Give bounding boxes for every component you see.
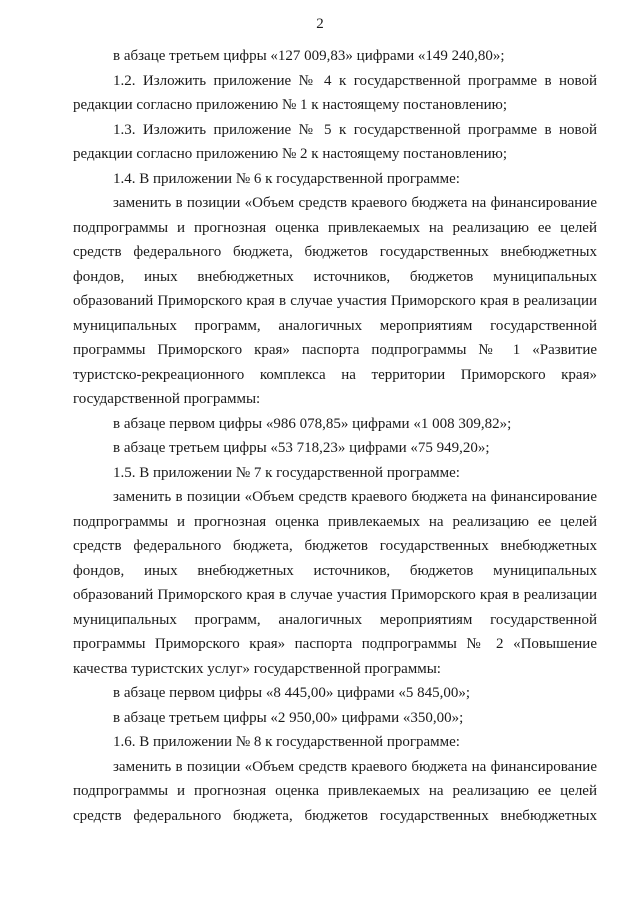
text-line: 1.4. В приложении № 6 к государственной программе: (113, 170, 460, 187)
text-line: подпрограммы и прогнозная оценка привлекаемых на реализацию ее целей (73, 513, 597, 530)
text-line: 1.6. В приложении № 8 к государственной программе: (113, 734, 460, 750)
text-line: в абзаце первом цифры «986 078,85» цифрами «1 008 309,82»; (113, 415, 512, 432)
text-line: программы Приморского края» паспорта подпрограммы № 2 «Повышение (73, 636, 597, 652)
text-line: 1.3. Изложить приложение № 5 к государственной программе в новой (113, 121, 597, 138)
text-line: подпрограммы и прогнозная оценка привлекаемых на реализацию ее целей (73, 783, 597, 799)
text-line: образований Приморского края в случае участия Приморского края в реализации (73, 587, 597, 603)
text-line: заменить в позиции «Объем средств краевого бюджета на финансирование (113, 758, 597, 775)
text-line: 1.5. В приложении № 7 к государственной программе: (113, 464, 460, 481)
text-line: программы Приморского края» паспорта подпрограммы № 1 «Развитие (73, 342, 597, 358)
text-line: редакции согласно приложению № 2 к настоящему постановлению; (73, 146, 508, 162)
text-line: в абзаце первом цифры «8 445,00» цифрами «5 845,00»; (113, 685, 470, 701)
text-line: муниципальных программ, аналогичных мероприятиям государственной (73, 317, 597, 334)
text-line: средств федерального бюджета, бюджетов государственных внебюджетных (73, 538, 597, 554)
text-line: редакции согласно приложению № 1 к настоящему постановлению; (73, 97, 508, 113)
text-line: заменить в позиции «Объем средств краевого бюджета на финансирование (113, 489, 597, 505)
text-line: образований Приморского края в случае участия Приморского края в реализации (73, 293, 597, 309)
text-line: подпрограммы и прогнозная оценка привлекаемых на реализацию ее целей (73, 219, 597, 236)
text-line: туристско-рекреационного комплекса на территории Приморского края» (73, 366, 597, 383)
text-line: в абзаце третьем цифры «2 950,00» цифрами «350,00»; (113, 709, 464, 726)
page-number: 2 (316, 16, 324, 32)
document-body (73, 44, 597, 828)
text-line: фондов, иных внебюджетных источников, бюджетов муниципальных (73, 268, 597, 285)
text-line: средств федерального бюджета, бюджетов государственных внебюджетных (73, 244, 597, 260)
text-line: в абзаце третьем цифры «53 718,23» цифрами «75 949,20»; (113, 440, 490, 456)
text-line: в абзаце третьем цифры «127 009,83» цифрами «149 240,80»; (113, 48, 505, 64)
text-line: муниципальных программ, аналогичных мероприятиям государственной (73, 611, 597, 628)
text-line: государственной программы: (73, 391, 261, 407)
text-line: 1.2. Изложить приложение № 4 к государственной программе в новой (113, 72, 597, 89)
text-line: средств федерального бюджета, бюджетов государственных внебюджетных (73, 807, 597, 824)
text-line: качества туристских услуг» государственной программы: (73, 660, 441, 677)
text-line: заменить в позиции «Объем средств краевого бюджета на финансирование (113, 195, 597, 211)
text-line: фондов, иных внебюджетных источников, бюджетов муниципальных (73, 562, 597, 579)
